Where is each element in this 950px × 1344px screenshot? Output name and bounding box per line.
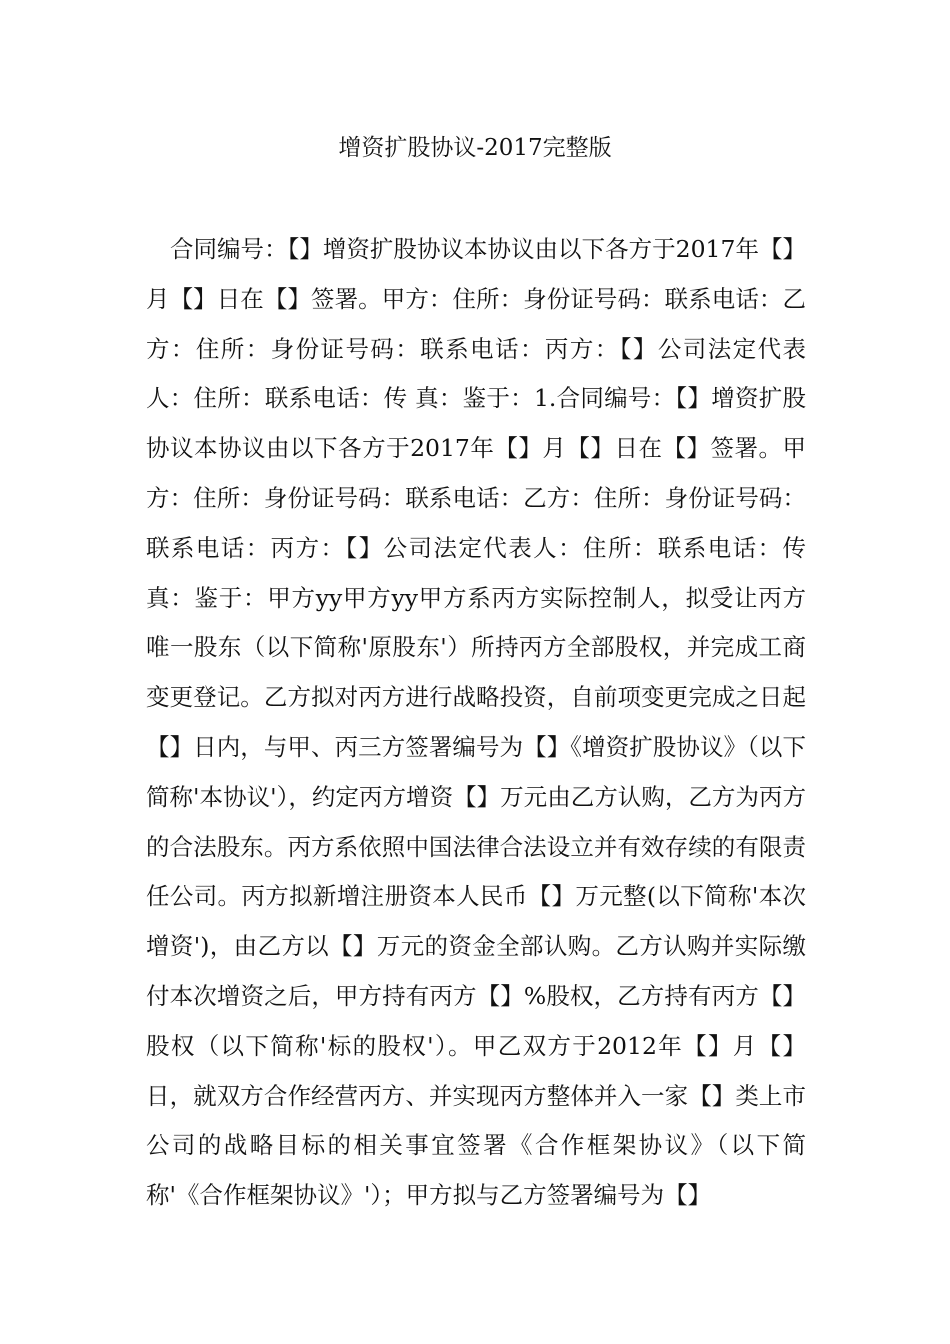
document-title: 增资扩股协议-2017完整版 [338, 135, 612, 161]
document-body-paragraph: 合同编号：【】增资扩股协议本协议由以下各方于2017年【】月【】日在【】签署。甲方：住所：身份证号码：联系电话：乙方：住所：身份证号码：联系电话：丙方：【】公司法定代表人：住所：联系电话：传 真：鉴于：1.合同编号：【】增资扩股协议本协议由以下各方于2017年【】月【】日在【】签署。甲方：住所：身份证号码：联系电话：乙方：住所：身份证号码：联系电话：丙方：【】公司法定代表人：住所：联系电话：传 真：鉴于：甲方yy甲方yy甲方系丙方实际控制人，拟受让丙方唯一股东（以下简称'原股东'）所持丙方全部股权，并完成工商变更登记。乙方拟对丙方进行战略投资，自前项变更完成之日起【】日内，与甲、丙三方签署编号为【】《增资扩股协议》（以下简称'本协议'），约定丙方增资【】万元由乙方认购，乙方为丙方的合法股东。丙方系依照中国法律合法设立并有效存续的有限责任公司。丙方拟新增注册资本人民币【】万元整(以下简称'本次增资')，由乙方以【】万元的资金全部认购。乙方认购并实际缴付本次增资之后，甲方持有丙方【】%股权，乙方持有丙方【】股权（以下简称'标的股权'）。甲乙双方于2012年【】月【】日，就双方合作经营丙方、并实现丙方整体并入一家【】类上市公司的战略目标的相关事宜签署《合作框架协议》（以下简称'《合作框架协议》'）；甲方拟与乙方签署编号为【】 [146, 235, 806, 1210]
